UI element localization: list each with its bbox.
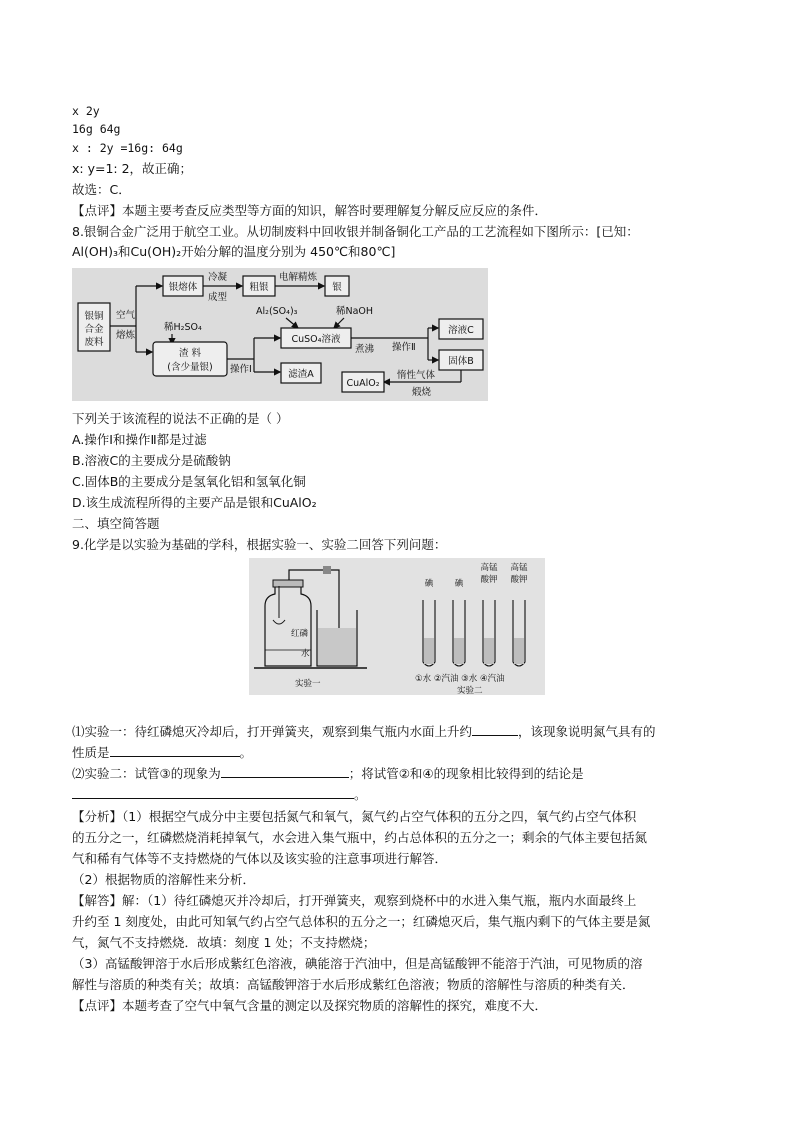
q9-part1-line2 (72, 744, 252, 761)
q9-part1-text-b: ，该现象说明氮气具有的 (518, 724, 656, 739)
analysis-line-1: 【分析】（1）根据空气成分中主要包括氮气和氧气，氮气约占空气体积的五分之四，氧气约占空气体积 (72, 809, 637, 824)
calcine-label: 煅烧 (412, 387, 432, 398)
answer-line-4: （3）高锰酸钾溶于水后形成紫红色溶液，碘能溶于汽油中，但是高锰酸钾不能溶于汽油，可见物质的溶 (72, 956, 643, 971)
residue-a-label: 滤渣A (288, 369, 314, 380)
flowchart-figure (72, 268, 488, 401)
q9-part2-text-c: 。 (354, 787, 367, 802)
slag-label-2: (含少量银) (167, 362, 213, 373)
q9-part2-line1 (72, 765, 584, 782)
q9-part1-line1 (72, 723, 656, 740)
calc-line-1: x 2y (72, 104, 100, 118)
tube4-top-1: 高锰 (510, 563, 528, 573)
blank-4[interactable] (72, 786, 354, 799)
q8-option-a: A.操作Ⅰ和操作Ⅱ都是过滤 (72, 432, 207, 447)
q8-option-c: C.固体B的主要成分是氢氧化铝和氢氧化铜 (72, 474, 306, 489)
answer-line-2: 升约至 1 刻度处，由此可知氧气约占空气总体积的五分之一；红磷熄灭后，集气瓶内剩下的气体主要是氮 (72, 914, 651, 929)
cualo2-label: CuAlO₂ (346, 378, 380, 389)
dilute-h2so4-label: 稀H₂SO₄ (164, 322, 202, 333)
q9-part2-line2 (72, 786, 367, 803)
inert-gas-label: 惰性气体 (397, 370, 436, 381)
boil-label: 煮沸 (355, 344, 375, 355)
silver-label: 银 (332, 282, 342, 293)
calc-line-3: x : 2y =16g: 64g (72, 141, 183, 155)
q8-question: 下列关于该流程的说法不正确的是（ ） (72, 411, 289, 426)
water-label: 水 (301, 649, 310, 659)
q9-part1-text-a: ⑴实验一：待红磷熄灭冷却后，打开弹簧夹，观察到集气瓶内水面上升约 (72, 724, 473, 739)
comment-q9: 【点评】本题考查了空气中氧气含量的测定以及探究物质的溶解性的探究，难度不大． (72, 998, 548, 1013)
tube2-top: 碘 (454, 579, 464, 589)
al2so4-label: Al₂(SO₄)₃ (256, 306, 298, 317)
cuso4-label: CuSO₄溶液 (291, 334, 341, 345)
calc-line-4: x: y=1: 2，故正确； (72, 161, 193, 176)
bottle-stopper (273, 580, 303, 587)
section-title: 二、填空简答题 (72, 516, 160, 531)
analysis-line-4: （2）根据物质的溶解性来分析． (72, 872, 255, 887)
crude-silver-label: 粗银 (249, 282, 269, 293)
q9-stem: 9.化学是以实验为基础的学科，根据实验一、实验二回答下列问题： (72, 537, 447, 552)
spring-clamp (323, 566, 331, 574)
red-p-label: 红磷 (291, 629, 309, 639)
q9-part2-text-a: ⑵实验二：试管③的现象为 (72, 766, 221, 781)
q9-part1-text-c: 性质是 (72, 745, 110, 760)
solid-b-label: 固体B (448, 356, 474, 367)
calc-line-2: 16g 64g (72, 122, 121, 136)
alloy-label-2: 合金 (84, 324, 104, 335)
experiment-figure (249, 558, 545, 695)
naoh-label: 稀NaOH (336, 306, 374, 317)
tube1-top: 碘 (424, 579, 434, 589)
silver-melt-label: 银熔体 (168, 282, 198, 293)
answer-line-3: 气，氮气不支持燃烧．故填：刻度 1 处；不支持燃烧； (72, 935, 376, 950)
q8-stem-1: 8.银铜合金广泛用于航空工业。从切制废料中回收银并制备铜化工产品的工艺流程如下图所示：[已知： (72, 224, 639, 239)
q9-part1-text-d: 。 (239, 745, 253, 760)
op1-label: 操作Ⅰ (230, 364, 252, 375)
analysis-line-2: 的五分之一，红磷燃烧消耗掉氧气，水会进入集气瓶中，约占总体积的五分之一；剩余的气体主要包括氮 (72, 830, 648, 845)
condense-label: 冷凝 (208, 272, 228, 283)
air-label: 空气 (116, 310, 136, 321)
op2-label: 操作Ⅱ (392, 342, 416, 353)
answer-line-5: 解性与溶质的种类有关；故填：高锰酸钾溶于水后形成紫红色溶液；物质的溶解性与溶质的种类有关． (72, 977, 635, 992)
q8-option-d: D.该生成流程所得的主要产品是银和CuAlO₂ (72, 495, 317, 510)
tube3-top-1: 高锰 (480, 563, 498, 573)
alloy-label-1: 银铜 (84, 311, 104, 322)
solution-c-label: 溶液C (448, 325, 474, 336)
tube-labels: ①水 ②汽油 ③水 ④汽油 (415, 674, 505, 684)
q9-part2-text-b: ；将试管②和④的现象相比较得到的结论是 (348, 766, 584, 781)
analysis-line-3: 气和稀有气体等不支持燃烧的气体以及该实验的注意事项进行解答． (72, 851, 448, 866)
form-label: 成型 (208, 292, 228, 303)
alloy-label-3: 废料 (84, 337, 104, 348)
comment-q7: 【点评】本题主要考查反应类型等方面的知识，解答时要理解复分解反应反应的条件． (72, 203, 548, 218)
blank-1[interactable] (472, 723, 518, 736)
select-answer: 故选：C． (72, 182, 131, 197)
tube3-top-2: 酸钾 (480, 575, 498, 585)
slag-label-1: 渣 料 (178, 348, 202, 359)
tube4-top-2: 酸钾 (510, 575, 528, 585)
answer-line-1: 【解答】解：（1）待红磷熄灭并冷却后，打开弹簧夹，观察到烧杯中的水进入集气瓶，瓶内水面最终上 (72, 893, 637, 908)
smelt-label: 熔炼 (116, 330, 136, 341)
q8-stem-2: Al(OH)₃和Cu(OH)₂开始分解的温度分别为 450℃和80℃] (72, 244, 396, 259)
blank-2[interactable] (110, 744, 240, 757)
electro-label: 电解精炼 (279, 272, 318, 283)
exp2-label: 实验二 (457, 686, 483, 695)
q8-option-b: B.溶液C的主要成分是硫酸钠 (72, 453, 231, 468)
exp1-label: 实验一 (295, 679, 321, 689)
blank-3[interactable] (221, 765, 349, 778)
